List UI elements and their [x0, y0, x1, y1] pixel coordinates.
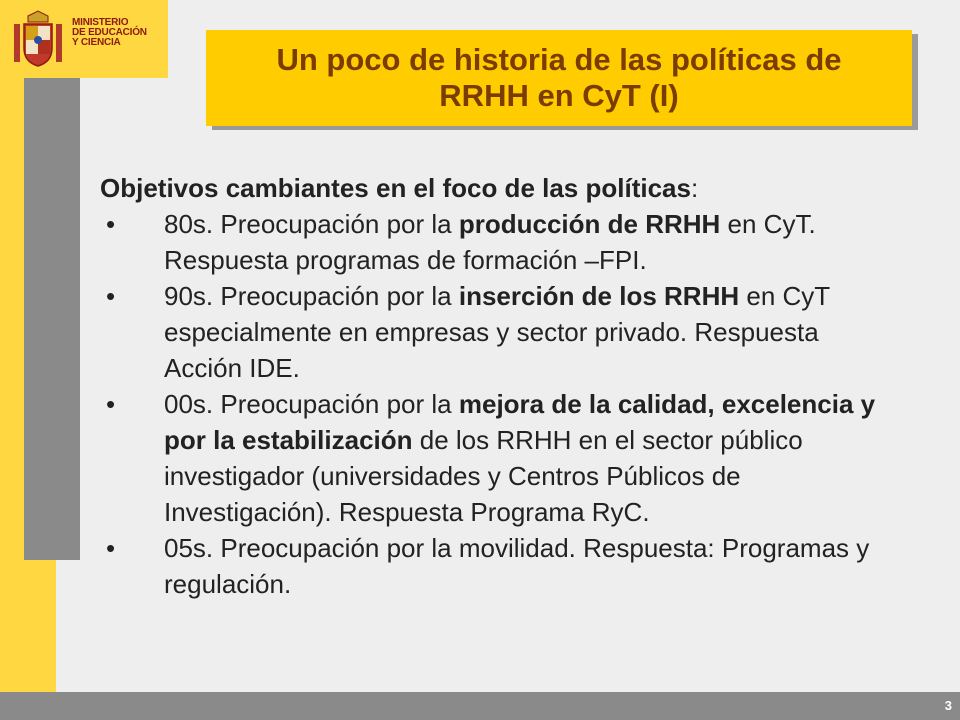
bullet-text: 80s. Preocupación por la [164, 209, 459, 239]
left-gray-bar [24, 78, 80, 560]
section-heading [100, 170, 900, 206]
bullet-text-tail: de los RRHH en el sector público investigador (universidades y Centros Públicos de Investigación). Respuesta Programa RyC. [164, 425, 803, 527]
bullet-item-00s [100, 386, 900, 530]
heading-colon: : [690, 173, 699, 203]
title-line-1: Un poco de historia de las políticas de [276, 42, 842, 77]
coat-of-arms-icon [12, 10, 64, 68]
ministry-name [72, 18, 147, 48]
bullet-marker: • [106, 389, 116, 419]
footer-bar [0, 692, 960, 720]
bullet-marker: • [106, 533, 116, 563]
bullet-list [100, 206, 900, 602]
bullet-text: 00s. Preocupación por la [164, 389, 459, 419]
bullet-text-tail: en CyT. Respuesta programas de formación –FPI. [164, 209, 816, 275]
slide-title [219, 42, 899, 114]
heading-text: Objetivos cambiantes en el foco de las políticas [100, 173, 691, 203]
bullet-item-80s [100, 206, 900, 278]
bullet-item-05s [100, 530, 900, 602]
logo-line-3: Y CIENCIA [72, 37, 121, 48]
bullet-text: 90s. Preocupación por la [164, 281, 459, 311]
slide-body [100, 170, 900, 602]
slide-title-box [206, 30, 912, 126]
bullet-text-tail: en CyT especialmente en empresas y sector privado. Respuesta Acción IDE. [164, 281, 830, 383]
bullet-emphasis: producción de RRHH [458, 209, 721, 239]
logo-line-2: DE EDUCACIÓN [72, 27, 147, 38]
bullet-text: 05s. Preocupación por la movilidad. Respuesta: Programas y regulación. [164, 533, 870, 599]
bullet-emphasis: inserción de los RRHH [458, 281, 740, 311]
bullet-marker: • [106, 281, 116, 311]
bullet-emphasis: mejora de la calidad, excelencia y por la estabilización [164, 389, 876, 455]
bullet-marker: • [106, 209, 116, 239]
title-line-2: RRHH en CyT (I) [439, 78, 679, 113]
logo-line-1: MINISTERIO [72, 17, 129, 28]
ministry-logo [0, 0, 168, 78]
page-number: 3 [944, 698, 952, 713]
bullet-item-90s [100, 278, 900, 386]
